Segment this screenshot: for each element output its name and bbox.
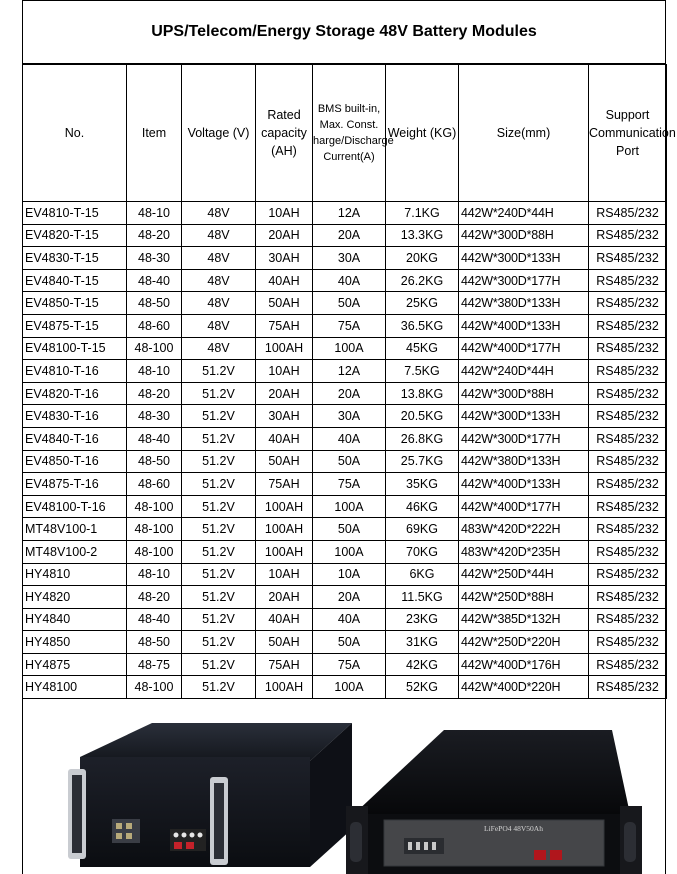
cell-no: EV4875-T-16 — [23, 473, 127, 496]
cell-bms: 50A — [313, 631, 386, 654]
cell-capacity: 40AH — [256, 427, 313, 450]
header-support-port: Support Communication Port — [589, 65, 667, 202]
battery-module-photo-left — [62, 717, 354, 874]
cell-item: 48-100 — [127, 495, 182, 518]
cell-no: HY4875 — [23, 653, 127, 676]
table-row — [23, 314, 667, 337]
cell-item: 48-40 — [127, 269, 182, 292]
cell-size: 442W*300D*133H — [459, 405, 589, 428]
cell-item: 48-50 — [127, 292, 182, 315]
cell-voltage: 51.2V — [182, 405, 256, 428]
cell-no: EV4850-T-15 — [23, 292, 127, 315]
cell-port: RS485/232 — [589, 427, 667, 450]
cell-bms: 50A — [313, 450, 386, 473]
cell-weight: 36.5KG — [386, 314, 459, 337]
cell-capacity: 100AH — [256, 337, 313, 360]
header-no: No. — [23, 65, 127, 202]
cell-voltage: 51.2V — [182, 473, 256, 496]
cell-item: 48-100 — [127, 337, 182, 360]
cell-capacity: 50AH — [256, 631, 313, 654]
cell-weight: 13.3KG — [386, 224, 459, 247]
table-row — [23, 405, 667, 428]
cell-capacity: 100AH — [256, 518, 313, 541]
cell-port: RS485/232 — [589, 563, 667, 586]
cell-no: EV4830-T-15 — [23, 247, 127, 270]
cell-capacity: 10AH — [256, 360, 313, 383]
cell-voltage: 51.2V — [182, 586, 256, 609]
cell-port: RS485/232 — [589, 473, 667, 496]
cell-bms: 10A — [313, 563, 386, 586]
cell-port: RS485/232 — [589, 608, 667, 631]
cell-item: 48-10 — [127, 202, 182, 225]
cell-bms: 40A — [313, 608, 386, 631]
cell-bms: 75A — [313, 653, 386, 676]
cell-voltage: 48V — [182, 269, 256, 292]
cell-size: 442W*380D*133H — [459, 450, 589, 473]
cell-weight: 26.2KG — [386, 269, 459, 292]
cell-size: 442W*400D*133H — [459, 314, 589, 337]
cell-no: HY4820 — [23, 586, 127, 609]
cell-weight: 11.5KG — [386, 586, 459, 609]
cell-port: RS485/232 — [589, 631, 667, 654]
table-row — [23, 676, 667, 699]
cell-size: 442W*300D*88H — [459, 224, 589, 247]
cell-bms: 75A — [313, 473, 386, 496]
cell-port: RS485/232 — [589, 202, 667, 225]
table-row — [23, 653, 667, 676]
cell-voltage: 51.2V — [182, 608, 256, 631]
cell-size: 442W*240D*44H — [459, 360, 589, 383]
cell-port: RS485/232 — [589, 360, 667, 383]
header-rated-capacity: Rated capacity (AH) — [256, 65, 313, 202]
table-row — [23, 586, 667, 609]
cell-voltage: 48V — [182, 247, 256, 270]
cell-port: RS485/232 — [589, 495, 667, 518]
cell-bms: 100A — [313, 676, 386, 699]
cell-capacity: 75AH — [256, 473, 313, 496]
cell-item: 48-75 — [127, 653, 182, 676]
cell-item: 48-40 — [127, 427, 182, 450]
cell-size: 442W*400D*220H — [459, 676, 589, 699]
cell-capacity: 20AH — [256, 224, 313, 247]
header-row — [23, 65, 667, 202]
cell-item: 48-100 — [127, 540, 182, 563]
cell-size: 442W*250D*44H — [459, 563, 589, 586]
cell-capacity: 100AH — [256, 540, 313, 563]
table-row — [23, 360, 667, 383]
cell-weight: 23KG — [386, 608, 459, 631]
cell-weight: 42KG — [386, 653, 459, 676]
cell-port: RS485/232 — [589, 314, 667, 337]
table-row — [23, 269, 667, 292]
cell-bms: 20A — [313, 382, 386, 405]
cell-no: EV4810-T-16 — [23, 360, 127, 383]
table-row — [23, 427, 667, 450]
cell-port: RS485/232 — [589, 224, 667, 247]
cell-capacity: 20AH — [256, 586, 313, 609]
table-row — [23, 631, 667, 654]
cell-size: 442W*400D*176H — [459, 653, 589, 676]
spec-table — [22, 64, 676, 699]
cell-voltage: 51.2V — [182, 653, 256, 676]
cell-capacity: 50AH — [256, 450, 313, 473]
cell-capacity: 10AH — [256, 202, 313, 225]
cell-weight: 52KG — [386, 676, 459, 699]
cell-capacity: 20AH — [256, 382, 313, 405]
cell-item: 48-10 — [127, 360, 182, 383]
table-row — [23, 202, 667, 225]
table-row — [23, 518, 667, 541]
cell-no: EV4840-T-15 — [23, 269, 127, 292]
cell-weight: 25KG — [386, 292, 459, 315]
cell-no: HY4850 — [23, 631, 127, 654]
cell-port: RS485/232 — [589, 269, 667, 292]
cell-port: RS485/232 — [589, 382, 667, 405]
cell-port: RS485/232 — [589, 292, 667, 315]
cell-capacity: 75AH — [256, 653, 313, 676]
cell-size: 442W*385D*132H — [459, 608, 589, 631]
product-photos — [22, 700, 666, 874]
cell-port: RS485/232 — [589, 337, 667, 360]
cell-weight: 25.7KG — [386, 450, 459, 473]
cell-no: EV4820-T-15 — [23, 224, 127, 247]
cell-weight: 45KG — [386, 337, 459, 360]
cell-capacity: 40AH — [256, 608, 313, 631]
cell-item: 48-20 — [127, 382, 182, 405]
cell-bms: 75A — [313, 314, 386, 337]
cell-voltage: 51.2V — [182, 360, 256, 383]
cell-voltage: 48V — [182, 202, 256, 225]
cell-capacity: 30AH — [256, 247, 313, 270]
cell-voltage: 51.2V — [182, 631, 256, 654]
cell-size: 442W*240D*44H — [459, 202, 589, 225]
cell-port: RS485/232 — [589, 676, 667, 699]
cell-bms: 12A — [313, 202, 386, 225]
cell-no: MT48V100-1 — [23, 518, 127, 541]
cell-size: 442W*300D*177H — [459, 427, 589, 450]
cell-no: HY4840 — [23, 608, 127, 631]
cell-no: EV48100-T-15 — [23, 337, 127, 360]
cell-size: 442W*250D*220H — [459, 631, 589, 654]
table-row — [23, 473, 667, 496]
cell-weight: 35KG — [386, 473, 459, 496]
cell-port: RS485/232 — [589, 518, 667, 541]
cell-weight: 31KG — [386, 631, 459, 654]
cell-weight: 20KG — [386, 247, 459, 270]
cell-weight: 46KG — [386, 495, 459, 518]
cell-no: EV4810-T-15 — [23, 202, 127, 225]
cell-bms: 20A — [313, 586, 386, 609]
cell-bms: 12A — [313, 360, 386, 383]
cell-bms: 30A — [313, 405, 386, 428]
cell-item: 48-30 — [127, 405, 182, 428]
cell-voltage: 51.2V — [182, 563, 256, 586]
cell-voltage: 51.2V — [182, 495, 256, 518]
cell-voltage: 48V — [182, 314, 256, 337]
cell-bms: 40A — [313, 269, 386, 292]
header-weight: Weight (KG) — [386, 65, 459, 202]
cell-voltage: 51.2V — [182, 518, 256, 541]
cell-item: 48-10 — [127, 563, 182, 586]
table-row — [23, 563, 667, 586]
cell-weight: 69KG — [386, 518, 459, 541]
cell-capacity: 10AH — [256, 563, 313, 586]
cell-no: EV4820-T-16 — [23, 382, 127, 405]
cell-port: RS485/232 — [589, 405, 667, 428]
cell-size: 442W*300D*177H — [459, 269, 589, 292]
cell-size: 442W*400D*177H — [459, 337, 589, 360]
table-row — [23, 608, 667, 631]
table-row — [23, 495, 667, 518]
cell-size: 442W*300D*88H — [459, 382, 589, 405]
table-row — [23, 292, 667, 315]
cell-weight: 6KG — [386, 563, 459, 586]
cell-no: EV4830-T-16 — [23, 405, 127, 428]
cell-size: 442W*400D*177H — [459, 495, 589, 518]
table-row — [23, 247, 667, 270]
table-row — [23, 450, 667, 473]
cell-capacity: 40AH — [256, 269, 313, 292]
cell-capacity: 50AH — [256, 292, 313, 315]
cell-port: RS485/232 — [589, 653, 667, 676]
cell-weight: 7.5KG — [386, 360, 459, 383]
cell-weight: 7.1KG — [386, 202, 459, 225]
battery-module-photo-right — [344, 722, 644, 874]
table-row — [23, 337, 667, 360]
cell-capacity: 30AH — [256, 405, 313, 428]
cell-size: 442W*400D*133H — [459, 473, 589, 496]
cell-voltage: 51.2V — [182, 450, 256, 473]
cell-no: MT48V100-2 — [23, 540, 127, 563]
cell-size: 483W*420D*235H — [459, 540, 589, 563]
cell-voltage: 51.2V — [182, 676, 256, 699]
cell-bms: 20A — [313, 224, 386, 247]
cell-bms: 100A — [313, 495, 386, 518]
cell-item: 48-100 — [127, 676, 182, 699]
cell-no: EV48100-T-16 — [23, 495, 127, 518]
cell-bms: 100A — [313, 337, 386, 360]
cell-bms: 30A — [313, 247, 386, 270]
cell-voltage: 48V — [182, 337, 256, 360]
cell-item: 48-100 — [127, 518, 182, 541]
cell-bms: 50A — [313, 518, 386, 541]
cell-no: HY4810 — [23, 563, 127, 586]
cell-voltage: 48V — [182, 292, 256, 315]
cell-no: HY48100 — [23, 676, 127, 699]
header-voltage: Voltage (V) — [182, 65, 256, 202]
header-size: Size(mm) — [459, 65, 589, 202]
cell-item: 48-40 — [127, 608, 182, 631]
cell-voltage: 51.2V — [182, 427, 256, 450]
table-row — [23, 540, 667, 563]
page-title: UPS/Telecom/Energy Storage 48V Battery Modules — [22, 0, 666, 64]
cell-bms: 100A — [313, 540, 386, 563]
cell-port: RS485/232 — [589, 247, 667, 270]
cell-voltage: 48V — [182, 224, 256, 247]
cell-item: 48-20 — [127, 224, 182, 247]
cell-item: 48-50 — [127, 450, 182, 473]
cell-port: RS485/232 — [589, 540, 667, 563]
cell-item: 48-60 — [127, 314, 182, 337]
cell-bms: 50A — [313, 292, 386, 315]
cell-item: 48-30 — [127, 247, 182, 270]
photo-product-label: LiFePO4 48V50Ah — [484, 824, 543, 833]
cell-size: 442W*250D*88H — [459, 586, 589, 609]
cell-bms: 40A — [313, 427, 386, 450]
cell-item: 48-60 — [127, 473, 182, 496]
cell-size: 442W*380D*133H — [459, 292, 589, 315]
cell-no: EV4840-T-16 — [23, 427, 127, 450]
cell-weight: 20.5KG — [386, 405, 459, 428]
header-bms-current: BMS built-in, Max. Const. harge/Discharge Current(A) — [313, 65, 386, 202]
cell-voltage: 51.2V — [182, 540, 256, 563]
cell-port: RS485/232 — [589, 450, 667, 473]
table-row — [23, 224, 667, 247]
cell-weight: 13.8KG — [386, 382, 459, 405]
cell-port: RS485/232 — [589, 586, 667, 609]
header-item: Item — [127, 65, 182, 202]
cell-size: 442W*300D*133H — [459, 247, 589, 270]
cell-weight: 26.8KG — [386, 427, 459, 450]
cell-capacity: 100AH — [256, 676, 313, 699]
cell-capacity: 75AH — [256, 314, 313, 337]
cell-no: EV4850-T-16 — [23, 450, 127, 473]
cell-voltage: 51.2V — [182, 382, 256, 405]
cell-weight: 70KG — [386, 540, 459, 563]
cell-item: 48-50 — [127, 631, 182, 654]
cell-no: EV4875-T-15 — [23, 314, 127, 337]
cell-size: 483W*420D*222H — [459, 518, 589, 541]
cell-item: 48-20 — [127, 586, 182, 609]
cell-capacity: 100AH — [256, 495, 313, 518]
table-row — [23, 382, 667, 405]
